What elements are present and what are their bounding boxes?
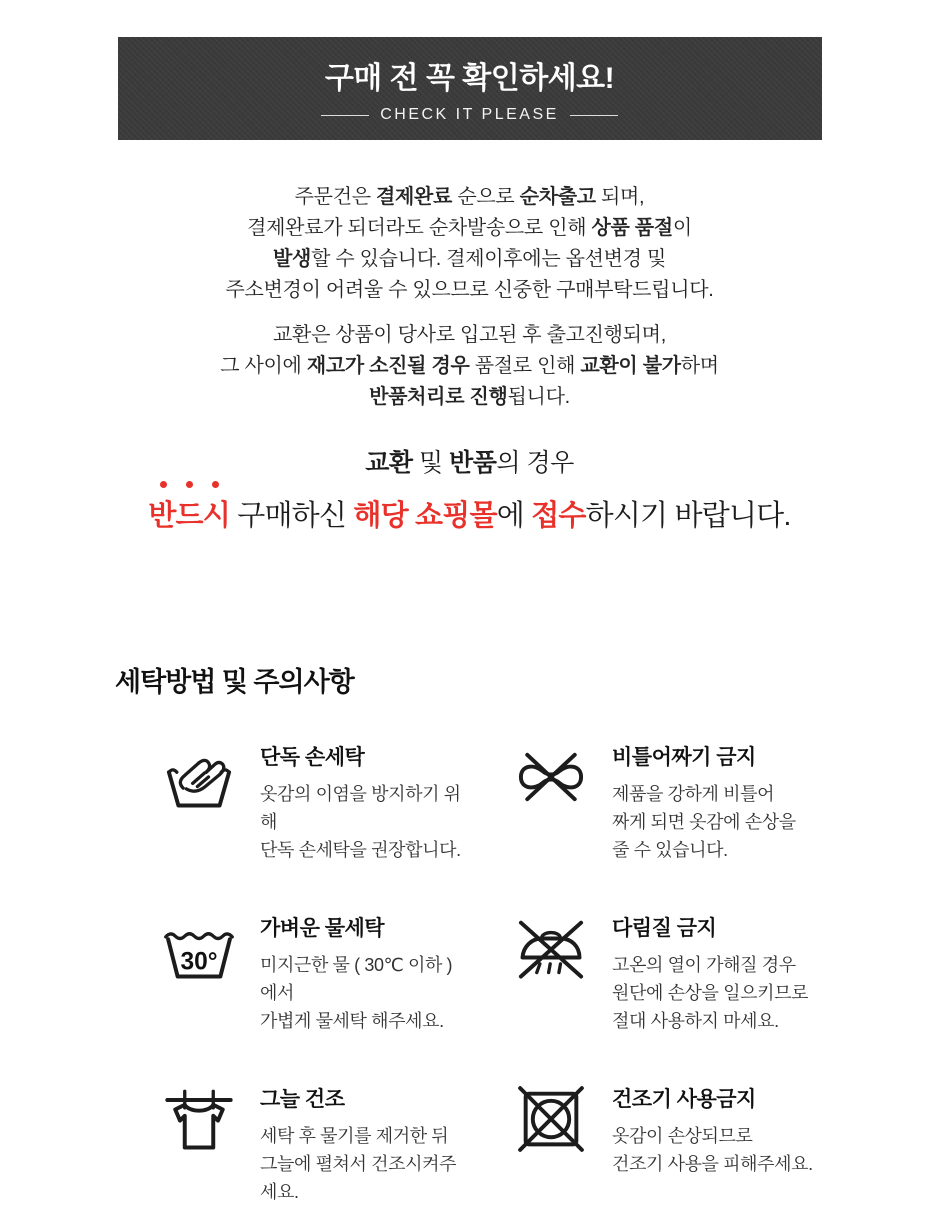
care-item-title: 단독 손세탁	[260, 746, 365, 769]
care-item-description: 미지근한 물 ( 30℃ 이하 ) 에서 가볍게 물세탁 해주세요.	[260, 955, 453, 1031]
handwash-icon	[160, 739, 238, 815]
care-item-title: 그늘 건조	[260, 1088, 345, 1111]
no-wring-icon	[512, 739, 590, 815]
left-rule-divider	[321, 115, 369, 116]
care-item-title: 건조기 사용금지	[612, 1088, 756, 1111]
exchange-notice-paragraph	[0, 320, 939, 413]
text-line: 교환은 상품이 당사로 입고된 후 출고진행되며,	[273, 324, 666, 346]
exchange-return-emphasis	[0, 443, 939, 534]
text-line: 주소변경이 어려울 수 있으므로 신중한 구매부탁드립니다.	[225, 279, 714, 301]
care-item-no-iron	[512, 910, 824, 1035]
care-section	[0, 660, 939, 1206]
care-item-description: 제품을 강하게 비틀어 짜게 되면 옷감에 손상을 줄 수 있습니다.	[612, 784, 796, 860]
banner-title: 구매 전 꼭 확인하세요!	[324, 62, 615, 95]
emphasis-line-2: 반드시 구매하신 해당 쇼핑몰에 접수하시기 바랍니다.	[0, 493, 939, 534]
text-line: 그 사이에 재고가 소진될 경우 품절로 인해 교환이 불가하며	[220, 355, 719, 377]
text-line: 발생할 수 있습니다. 결제이후에는 옵션변경 및	[273, 248, 666, 270]
care-item-description: 세탁 후 물기를 제거한 뒤 그늘에 펼쳐서 건조시켜주세요.	[260, 1126, 457, 1202]
care-item-wash-30	[160, 910, 472, 1035]
care-item-text	[612, 1081, 813, 1178]
care-item-title: 다림질 금지	[612, 917, 717, 940]
care-item-no-wring	[512, 739, 824, 864]
care-item-shade-dry	[160, 1081, 472, 1206]
text-line: 반품처리로 진행됩니다.	[369, 386, 570, 408]
purchase-notice	[0, 182, 939, 413]
text-line: 주문건은 결제완료 순으로 순차출고 되며,	[294, 186, 645, 208]
product-notice-page	[0, 37, 939, 1202]
care-item-title: 비틀어짜기 금지	[612, 746, 756, 769]
wash-30-icon	[160, 910, 238, 986]
right-rule-divider	[570, 115, 618, 116]
no-iron-icon	[512, 910, 590, 986]
text-line: 결제완료가 되더라도 순차발송으로 인해 상품 품절이	[247, 217, 692, 239]
care-item-description: 옷감이 손상되므로 건조기 사용을 피해주세요.	[612, 1126, 813, 1174]
care-grid	[115, 739, 824, 1206]
svg-text:30°: 30°	[180, 948, 218, 976]
banner-subtitle	[321, 106, 618, 124]
care-item-description: 고온의 열이 가해질 경우 원단에 손상을 일으키므로 절대 사용하지 마세요.	[612, 955, 809, 1031]
care-item-title: 가벼운 물세탁	[260, 917, 385, 940]
care-item-text	[260, 910, 472, 1035]
banner-subtitle-text: CHECK IT PLEASE	[380, 106, 559, 123]
care-item-description: 옷감의 이염을 방지하기 위해 단독 손세탁을 권장합니다.	[260, 784, 461, 860]
care-item-text	[260, 739, 472, 864]
bandeusi-emphasis: 반드시	[148, 493, 230, 534]
care-item-handwash	[160, 739, 472, 864]
care-item-text	[260, 1081, 472, 1206]
no-dryer-icon	[512, 1081, 590, 1157]
notice-banner	[118, 37, 822, 140]
emphasis-dots-icon	[150, 481, 228, 488]
care-item-text	[612, 739, 796, 864]
care-item-text	[612, 910, 808, 1035]
care-item-no-dryer	[512, 1081, 824, 1206]
emphasis-line-1: 교환 및 반품의 경우	[365, 449, 574, 477]
care-heading: 세탁방법 및 주의사항	[115, 667, 354, 697]
shade-dry-icon	[160, 1081, 238, 1157]
shipping-notice-paragraph	[0, 182, 939, 306]
